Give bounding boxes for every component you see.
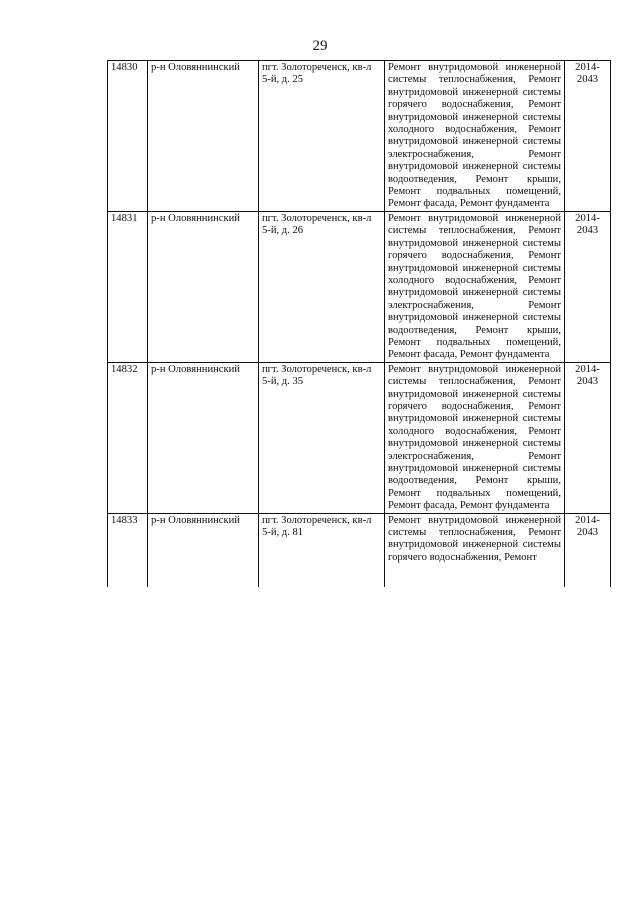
house-id: 14832 <box>108 362 148 513</box>
table-row <box>108 362 611 513</box>
works-cell: Ремонт внутридомовой инженерной системы теплоснабжения, Ремонт внутридомовой инженерной системы горячего водоснабжения, Ремонт внутридомовой инженерной системы холодного водоснабжения, Ремонт внутридомовой инженерной системы электроснабжения, Ремонт внутридомовой инженерной системы водоотведения, Ремонт крыши, Ремонт подвальных помещений, Ремонт фасада, Ремонт фундамента <box>385 211 565 362</box>
repair-program-table <box>107 60 611 587</box>
house-id: 14831 <box>108 211 148 362</box>
works-cell <box>385 513 565 587</box>
table-row <box>108 513 611 587</box>
period-cell: 2014-2043 <box>565 362 611 513</box>
address-cell: пгт. Золотореченск, кв-л 5-й, д. 25 <box>259 61 385 212</box>
period-cell: 2014-2043 <box>565 211 611 362</box>
address-cell: пгт. Золотореченск, кв-л 5-й, д. 26 <box>259 211 385 362</box>
district-cell: р-н Оловяннинский <box>148 211 259 362</box>
works-cell: Ремонт внутридомовой инженерной системы теплоснабжения, Ремонт внутридомовой инженерной системы горячего водоснабжения, Ремонт внутридомовой инженерной системы холодного водоснабжения, Ремонт внутридомовой инженерной системы электроснабжения, Ремонт внутридомовой инженерной системы водоотведения, Ремонт крыши, Ремонт подвальных помещений, Ремонт фасада, Ремонт фундамента <box>385 61 565 212</box>
district-cell: р-н Оловяннинский <box>148 513 259 587</box>
district-cell: р-н Оловяннинский <box>148 61 259 212</box>
table-row <box>108 61 611 212</box>
works-cell-text: Ремонт внутридомовой инженерной системы теплоснабжения, Ремонт внутридомовой инженерной системы горячего водоснабжения, Ремонт <box>388 514 561 563</box>
works-cell: Ремонт внутридомовой инженерной системы теплоснабжения, Ремонт внутридомовой инженерной системы горячего водоснабжения, Ремонт внутридомовой инженерной системы холодного водоснабжения, Ремонт внутридомовой инженерной системы электроснабжения, Ремонт внутридомовой инженерной системы водоотведения, Ремонт крыши, Ремонт подвальных помещений, Ремонт фасада, Ремонт фундамента <box>385 362 565 513</box>
address-cell: пгт. Золотореченск, кв-л 5-й, д. 81 <box>259 513 385 587</box>
period-cell: 2014-2043 <box>565 513 611 587</box>
page-number: 29 <box>312 38 328 54</box>
address-cell: пгт. Золотореченск, кв-л 5-й, д. 35 <box>259 362 385 513</box>
house-id: 14833 <box>108 513 148 587</box>
table-row <box>108 211 611 362</box>
period-cell: 2014-2043 <box>565 61 611 212</box>
district-cell: р-н Оловяннинский <box>148 362 259 513</box>
house-id: 14830 <box>108 61 148 212</box>
